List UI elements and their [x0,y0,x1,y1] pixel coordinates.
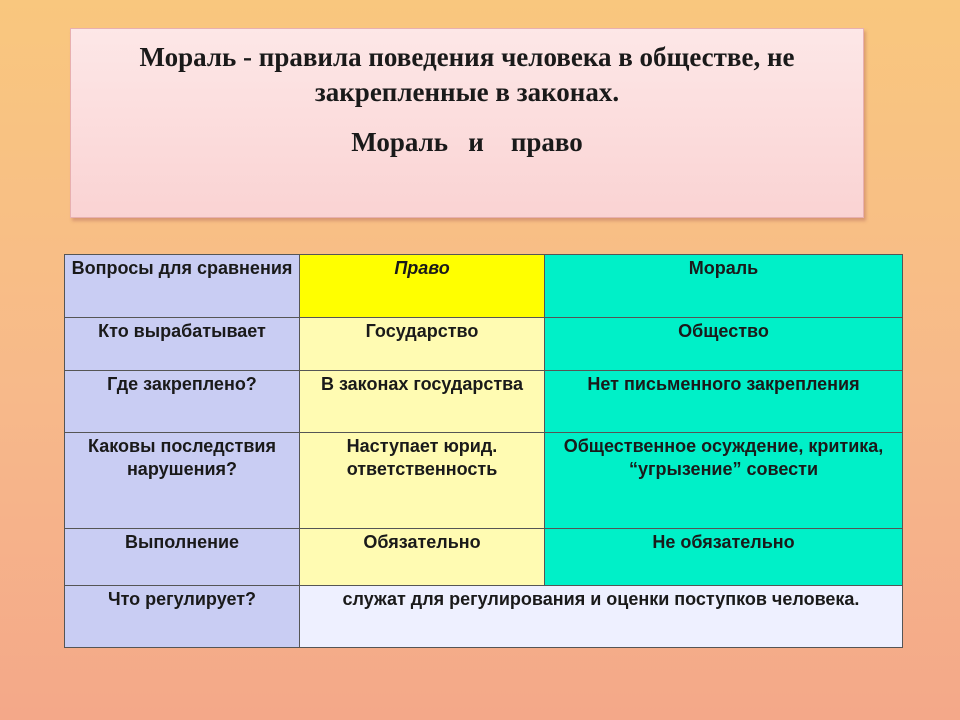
slide-subtitle: Мораль и право [351,127,583,157]
row-question: Где закреплено? [65,371,300,433]
definition-line-1: Мораль - правила поведения человека в обществе, не [139,42,795,72]
row-law-value: Обязательно [300,529,545,586]
row-law-value: В законах государства [300,371,545,433]
row-question: Что регулирует? [65,586,300,648]
header-questions: Вопросы для сравнения [65,255,300,318]
table-row [65,433,903,529]
row-morality-value: Нет письменного закрепления [545,371,903,433]
row-question: Выполнение [65,529,300,586]
title-box [70,28,864,218]
row-law-value: Государство [300,318,545,371]
comparison-table [64,254,903,648]
row-shared-value: служат для регулирования и оценки поступков человека. [300,586,903,648]
table-header-row [65,255,903,318]
table-row [65,371,903,433]
header-morality: Мораль [545,255,903,318]
table-row [65,586,903,648]
row-question: Кто вырабатывает [65,318,300,371]
row-morality-value: Общество [545,318,903,371]
row-morality-value: Не обязательно [545,529,903,586]
table-row [65,318,903,371]
row-morality-value: Общественное осуждение, критика, “угрызение” совести [545,433,903,529]
header-law: Право [300,255,545,318]
table-row [65,529,903,586]
row-law-value: Наступает юрид. ответственность [300,433,545,529]
row-question: Каковы последствия нарушения? [65,433,300,529]
definition-line-2: закрепленные в законах. [314,77,620,107]
